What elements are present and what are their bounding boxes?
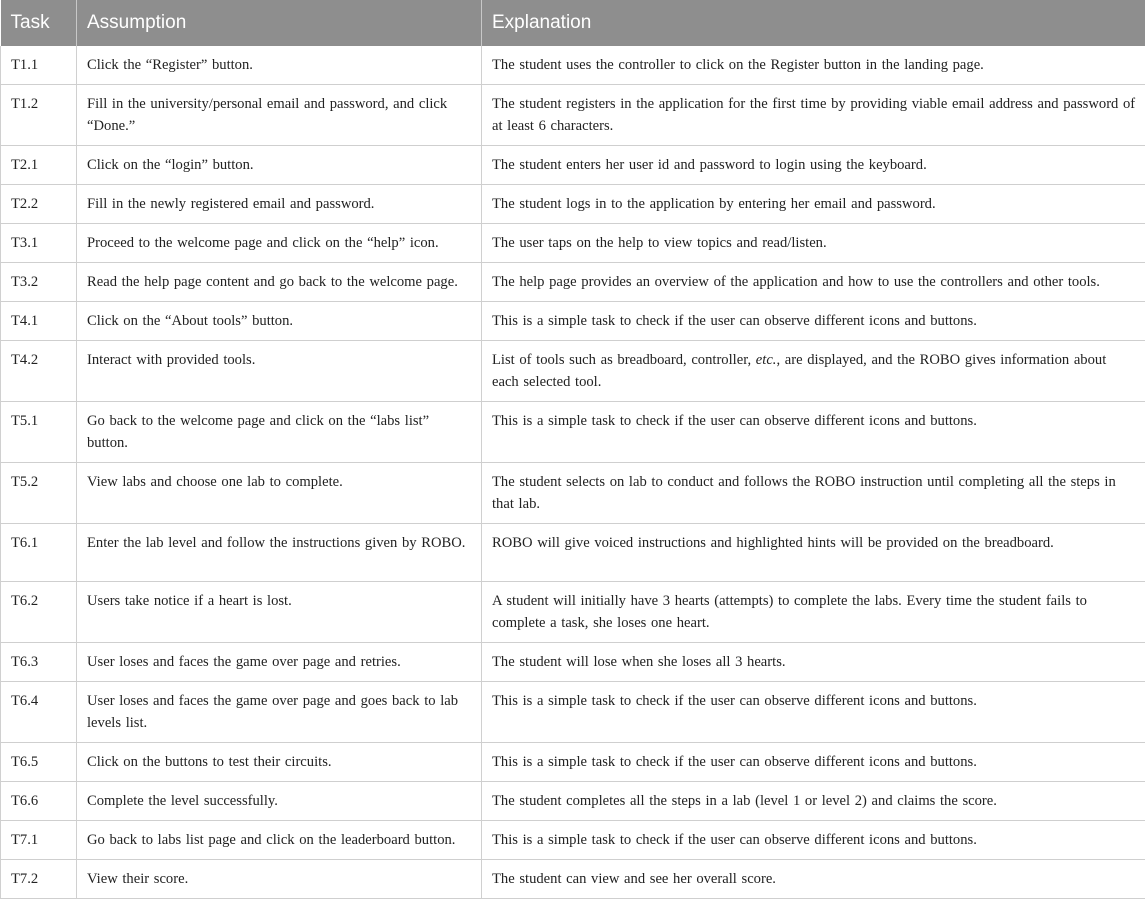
assumption-cell: Click on the “login” button. [77,146,482,185]
table-row [1,524,1145,582]
task-id: T6.3 [1,643,77,682]
task-id: T7.1 [1,821,77,860]
table-row [1,263,1145,302]
explanation-cell: The student selects on lab to conduct and follows the ROBO instruction until completing all the steps in that lab. [482,463,1145,524]
task-id: T5.1 [1,402,77,463]
table-row [1,224,1145,263]
explanation-cell: This is a simple task to check if the user can observe different icons and buttons. [482,821,1145,860]
task-id: T6.4 [1,682,77,743]
explanation-text: List of tools such as breadboard, controller, [492,352,756,368]
table-row [1,85,1145,146]
header-assumption: Assumption [77,0,482,46]
assumption-cell: Enter the lab level and follow the instructions given by ROBO. [77,524,482,582]
explanation-cell: The help page provides an overview of the application and how to use the controllers and other tools. [482,263,1145,302]
table-header [1,0,1145,46]
table-row [1,146,1145,185]
assumption-cell: User loses and faces the game over page and goes back to lab levels list. [77,682,482,743]
task-id: T6.2 [1,582,77,643]
table-row [1,185,1145,224]
explanation-cell: ROBO will give voiced instructions and highlighted hints will be provided on the breadboard. [482,524,1145,582]
task-id: T3.2 [1,263,77,302]
explanation-cell: The student will lose when she loses all 3 hearts. [482,643,1145,682]
assumption-cell: Fill in the newly registered email and password. [77,185,482,224]
task-id: T4.2 [1,341,77,402]
task-id: T7.2 [1,860,77,899]
assumption-cell: Complete the level successfully. [77,782,482,821]
explanation-cell: The student logs in to the application by entering her email and password. [482,185,1145,224]
table-body [1,46,1145,899]
table-row [1,582,1145,643]
assumption-cell: User loses and faces the game over page and retries. [77,643,482,682]
task-id: T3.1 [1,224,77,263]
explanation-cell: This is a simple task to check if the user can observe different icons and buttons. [482,682,1145,743]
explanation-cell: The student uses the controller to click on the Register button in the landing page. [482,46,1145,85]
task-id: T4.1 [1,302,77,341]
header-task: Task [1,0,77,46]
assumption-cell: Interact with provided tools. [77,341,482,402]
task-id: T6.6 [1,782,77,821]
explanation-cell: A student will initially have 3 hearts (attempts) to complete the labs. Every time the student fails to complete a task, she loses one heart. [482,582,1145,643]
explanation-cell: The student completes all the steps in a lab (level 1 or level 2) and claims the score. [482,782,1145,821]
explanation-cell: This is a simple task to check if the user can observe different icons and buttons. [482,743,1145,782]
explanation-cell: The student registers in the application for the first time by providing viable email address and password of at least 6 characters. [482,85,1145,146]
assumption-cell: Click the “Register” button. [77,46,482,85]
assumption-cell: Go back to labs list page and click on the leaderboard button. [77,821,482,860]
task-id: T2.1 [1,146,77,185]
task-id: T6.5 [1,743,77,782]
table-row [1,46,1145,85]
task-id: T2.2 [1,185,77,224]
assumption-cell: Click on the buttons to test their circuits. [77,743,482,782]
assumption-cell: Go back to the welcome page and click on the “labs list” button. [77,402,482,463]
table-row [1,643,1145,682]
table-row [1,743,1145,782]
task-id: T1.1 [1,46,77,85]
explanation-text: , are displayed, and the ROBO gives information about each selected tool. [492,352,1106,390]
table-row [1,402,1145,463]
assumption-cell: Click on the “About tools” button. [77,302,482,341]
table-row [1,302,1145,341]
table-row [1,682,1145,743]
explanation-cell: The student can view and see her overall score. [482,860,1145,899]
header-row [1,0,1145,46]
table-row [1,821,1145,860]
explanation-cell: The student enters her user id and password to login using the keyboard. [482,146,1145,185]
explanation-cell: This is a simple task to check if the user can observe different icons and buttons. [482,402,1145,463]
assumption-cell: Fill in the university/personal email and password, and click “Done.” [77,85,482,146]
explanation-cell: The user taps on the help to view topics and read/listen. [482,224,1145,263]
assumption-cell: View their score. [77,860,482,899]
header-explanation: Explanation [482,0,1145,46]
table-row [1,782,1145,821]
assumption-cell: Proceed to the welcome page and click on the “help” icon. [77,224,482,263]
table-row [1,860,1145,899]
table-row [1,341,1145,402]
task-id: T6.1 [1,524,77,582]
table-row [1,463,1145,524]
assumption-cell: Read the help page content and go back to the welcome page. [77,263,482,302]
explanation-emphasis: etc. [756,352,777,368]
task-id: T1.2 [1,85,77,146]
task-id: T5.2 [1,463,77,524]
assumption-cell: Users take notice if a heart is lost. [77,582,482,643]
explanation-cell: This is a simple task to check if the user can observe different icons and buttons. [482,302,1145,341]
explanation-cell [482,341,1145,402]
assumption-cell: View labs and choose one lab to complete. [77,463,482,524]
